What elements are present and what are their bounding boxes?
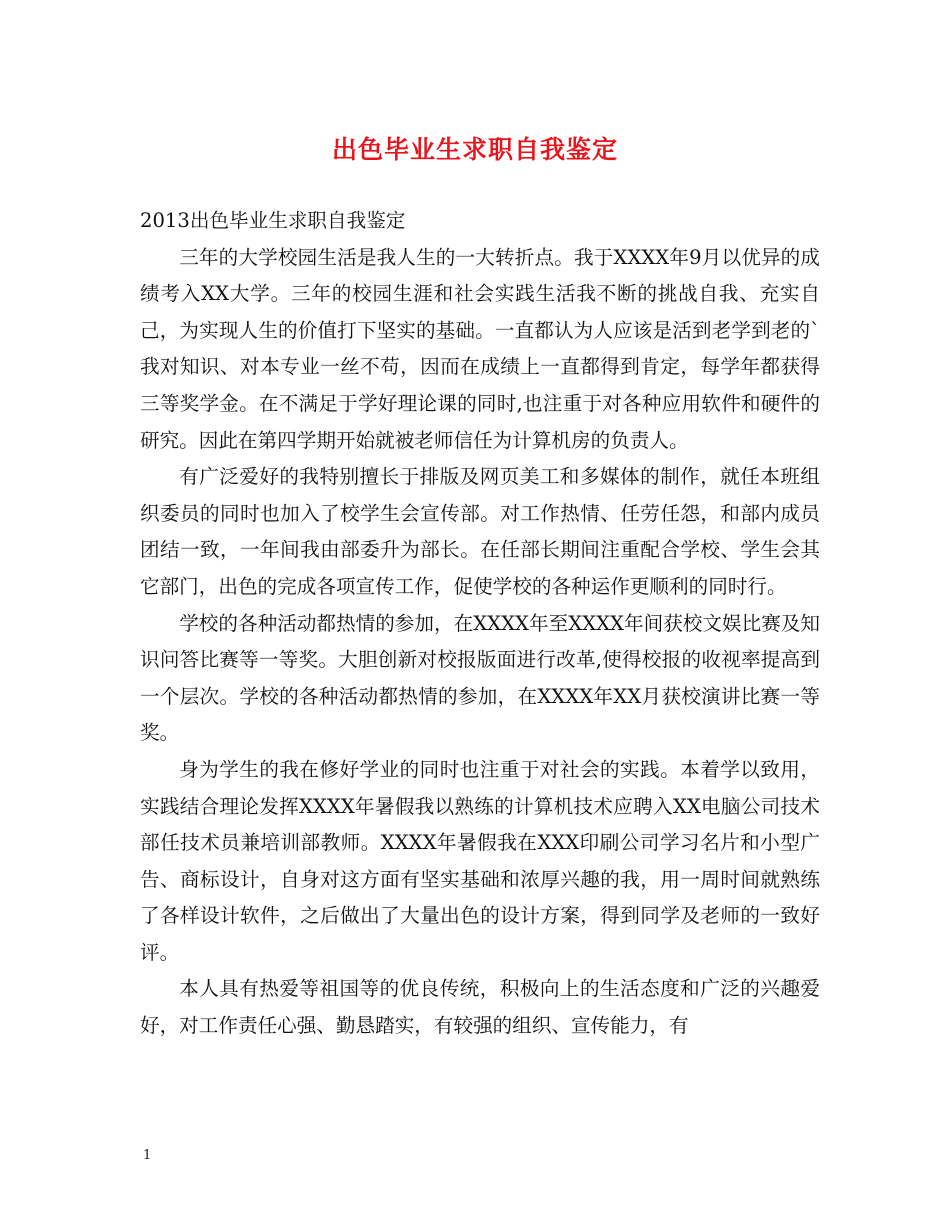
paragraph-3: 学校的各种活动都热情的参加，在XXXX年至XXXX年间获校文娱比赛及知识问答比赛等一等奖。大胆创新对校报版面进行改革,使得校报的收视率提高到一个层次。学校的各种活动都热情的参加，在XXXX年XX月获校演讲比赛一等奖。 [140, 611, 820, 745]
paragraph-1: 三年的大学校园生活是我人生的一大转折点。我于XXXX年9月以优异的成绩考入XX大学。三年的校园生涯和社会实践生活我不断的挑战自我、充实自己，为实现人生的价值打下坚实的基础。一直都认为人应该是活到老学到老的`我对知识、对本专业一丝不苟，因而在成绩上一直都得到肯定，每学年都获得三等奖学金。在不满足于学好理论课的同时,也注重于对各种应用软件和硬件的研究。因此在第四学期开始就被老师信任为计算机房的负责人。 [140, 245, 820, 452]
paragraph-5: 本人具有热爱等祖国等的优良传统，积极向上的生活态度和广泛的兴趣爱好，对工作责任心强、勤恳踏实，有较强的组织、宣传能力，有 [140, 977, 820, 1038]
page-number: 1 [143, 1148, 152, 1163]
document-title: 出色毕业生求职自我鉴定 [331, 135, 618, 164]
paragraph-2: 有广泛爱好的我特别擅长于排版及网页美工和多媒体的制作，就任本班组织委员的同时也加入了校学生会宣传部。对工作热情、任劳任怨，和部内成员团结一致，一年间我由部委升为部长。在任部长期间注重配合学校、学生会其它部门，出色的完成各项宣传工作，促使学校的各种运作更顺利的同时行。 [140, 465, 820, 598]
document-body [140, 203, 820, 1045]
document-subtitle: 2013出色毕业生求职自我鉴定 [140, 209, 406, 232]
paragraph-4: 身为学生的我在修好学业的同时也注重于对社会的实践。本着学以致用，实践结合理论发挥XXXX年暑假我以熟练的计算机技术应聘入XX电脑公司技术部任技术员兼培训部教师。XXXX年暑假我在XXX印刷公司学习名片和小型广告、商标设计，自身对这方面有坚实基础和浓厚兴趣的我，用一周时间就熟练了各样设计软件，之后做出了大量出色的设计方案，得到同学及老师的一致好评。 [140, 757, 820, 964]
